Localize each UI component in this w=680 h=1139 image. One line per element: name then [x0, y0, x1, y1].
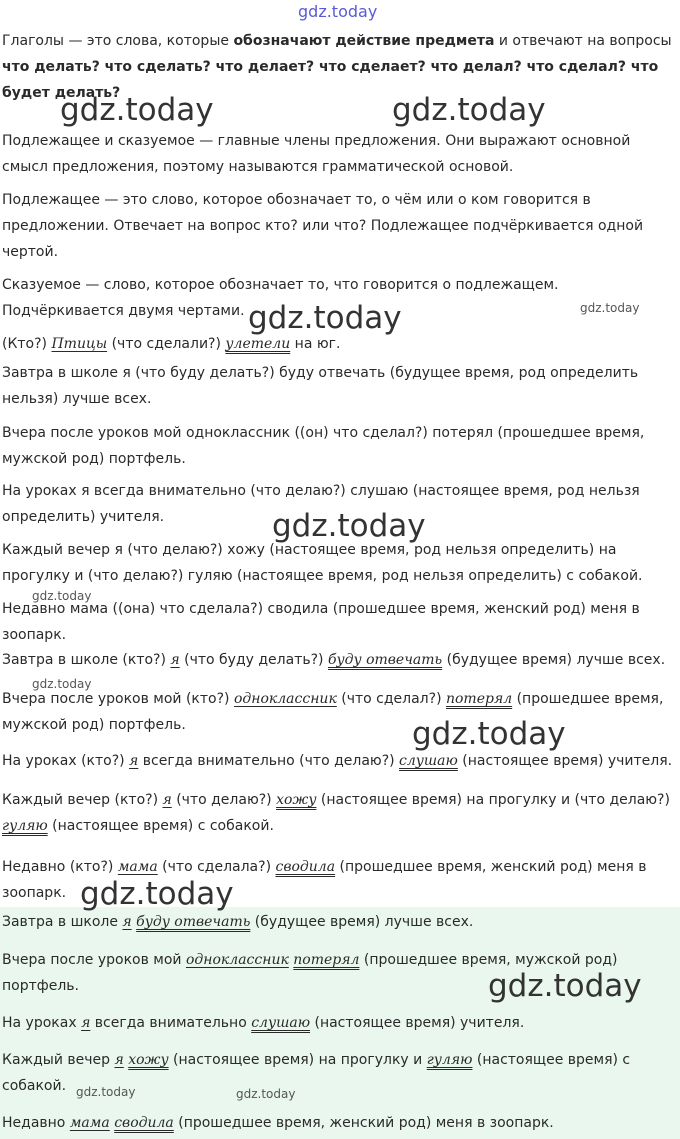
watermark: gdz.today: [488, 968, 642, 1004]
text: Каждый вечер: [2, 1052, 115, 1068]
predicate-word: потерял: [445, 691, 513, 707]
watermark: gdz.today: [76, 1085, 136, 1099]
predicate-word: хожу: [276, 792, 317, 808]
text: всегда внимательно: [90, 1015, 252, 1031]
example-sentence: [2, 331, 674, 357]
watermark: gdz.today: [80, 876, 234, 912]
sentence-answer: [2, 1110, 674, 1136]
sentence-part2: [2, 647, 674, 673]
text: (что сделал?): [336, 691, 446, 707]
text: (Кто?): [2, 336, 52, 352]
text: (настоящее время) на прогулку и (что делаю?): [316, 792, 670, 808]
subject-word: мама: [117, 859, 158, 875]
text: всегда внимательно (что делаю?): [138, 753, 400, 769]
predicate-definition: Сказуемое — слово, которое обозначает то, что говорится о подлежащем. Подчёркивается двумя чертами.: [2, 277, 559, 319]
text: (настоящее время) с собакой.: [47, 818, 274, 834]
watermark: gdz.today: [412, 716, 566, 752]
text: Вчера после уроков мой: [2, 952, 186, 968]
sentence-part2: [2, 748, 674, 774]
bold-text: обозначают действие предмета: [233, 33, 495, 49]
watermark: gdz.today: [32, 677, 92, 691]
subject-word: я: [81, 1015, 91, 1031]
sentence-part1: Завтра в школе я (что буду делать?) буду отвечать (будущее время, род определить нельзя) лучше всех.: [2, 365, 639, 407]
text: Глаголы — это слова, которые: [2, 33, 234, 49]
text: (прошедшее время, мужской род) портфель.: [2, 691, 664, 733]
text: Недавно: [2, 1115, 70, 1131]
watermark: gdz.today: [248, 300, 402, 336]
watermark: gdz.today: [580, 301, 640, 315]
text: (прошедшее время, женский род) меня в зоопарк.: [2, 859, 647, 901]
text: (что сделали?): [107, 336, 226, 352]
text: Завтра в школе (кто?): [2, 652, 171, 668]
text: (будущее время) лучше всех.: [250, 914, 474, 930]
sentence-part1: Вчера после уроков мой одноклассник ((он) что сделал?) потерял (прошедшее время, мужской род) портфель.: [2, 425, 645, 467]
sentence-part2: [2, 787, 674, 839]
text: и отвечают на вопросы: [494, 33, 672, 49]
subject-word: Птицы: [51, 336, 108, 352]
text: На уроках: [2, 1015, 82, 1031]
subject-definition: Подлежащее — это слово, которое обозначает то, о чём или о ком говорится в предложении. Отвечает на вопрос кто? или что? Подлежащее подчёркивается одной чертой.: [2, 192, 644, 260]
watermark: gdz.today: [392, 92, 546, 128]
predicate-word: сводила: [114, 1115, 174, 1131]
predicate-word: буду отвечать: [327, 652, 443, 668]
sentence-answer: [2, 947, 674, 999]
text: (настоящее время) учителя.: [310, 1015, 525, 1031]
sentence-answer: [2, 909, 674, 935]
predicate-word: гуляю: [2, 818, 48, 834]
text: (будущее время) лучше всех.: [442, 652, 666, 668]
predicate-word: гуляю: [426, 1052, 473, 1068]
sentence-answer: [2, 1047, 674, 1099]
watermark: gdz.today: [236, 1087, 296, 1101]
verb-definition: [2, 28, 674, 106]
watermark: gdz.today: [60, 92, 214, 128]
text: Каждый вечер (кто?): [2, 792, 163, 808]
subject-word: я: [129, 753, 139, 769]
subject-word: я: [170, 652, 180, 668]
subject-word: я: [162, 792, 172, 808]
predicate-word: потерял: [293, 952, 360, 968]
watermark: gdz.today: [298, 2, 378, 21]
text: (что сделала?): [157, 859, 276, 875]
text: (настоящее время) с собакой.: [2, 1052, 631, 1094]
grammar-basis-definition: Подлежащее и сказуемое — главные члены предложения. Они выражают основной смысл предложения, поэтому называются грамматической основой.: [2, 133, 631, 175]
text: Вчера после уроков мой (кто?): [2, 691, 234, 707]
predicate-word: слушаю: [251, 1015, 311, 1031]
text: (прошедшее время, женский род) меня в зоопарк.: [173, 1115, 554, 1131]
subject-word: я: [122, 914, 132, 930]
subject-word: одноклассник: [233, 691, 337, 707]
text: (настоящее время) учителя.: [457, 753, 673, 769]
subject-word: я: [114, 1052, 124, 1068]
text: (что буду делать?): [179, 652, 328, 668]
watermark: gdz.today: [272, 508, 426, 544]
predicate-word: слушаю: [399, 753, 458, 769]
predicate-word: буду отвечать: [136, 914, 251, 930]
predicate-word: хожу: [128, 1052, 169, 1068]
text: Недавно (кто?): [2, 859, 118, 875]
sentence-part1: Недавно мама ((она) что сделала?) сводила (прошедшее время, женский род) меня в зоопарк.: [2, 601, 640, 643]
sentence-part1: Каждый вечер я (что делаю?) хожу (настоящее время, род нельзя определить) на прогулку и (что делаю?) гуляю (настоящее время, род нельзя определить) с собакой.: [2, 542, 643, 584]
text: (настоящее время) на прогулку и: [168, 1052, 427, 1068]
text: Завтра в школе: [2, 914, 123, 930]
text: (что делаю?): [171, 792, 277, 808]
predicate-word: улетели: [225, 336, 291, 352]
text: (прошедшее время, мужской род) портфель.: [2, 952, 618, 994]
sentence-part2: [2, 854, 674, 906]
watermark: gdz.today: [32, 589, 92, 603]
text: на юг.: [290, 336, 341, 352]
text: На уроках (кто?): [2, 753, 130, 769]
subject-word: мама: [69, 1115, 110, 1131]
sentence-answer: [2, 1010, 674, 1036]
subject-word: одноклассник: [185, 952, 289, 968]
sentence-part2: [2, 686, 674, 738]
bold-questions: что делать? что сделать? что делает? что сделает? что делал? что сделал? что будет делать?: [2, 59, 659, 101]
predicate-word: сводила: [275, 859, 336, 875]
sentence-part1: На уроках я всегда внимательно (что делаю?) слушаю (настоящее время, род нельзя определить) учителя.: [2, 483, 640, 525]
